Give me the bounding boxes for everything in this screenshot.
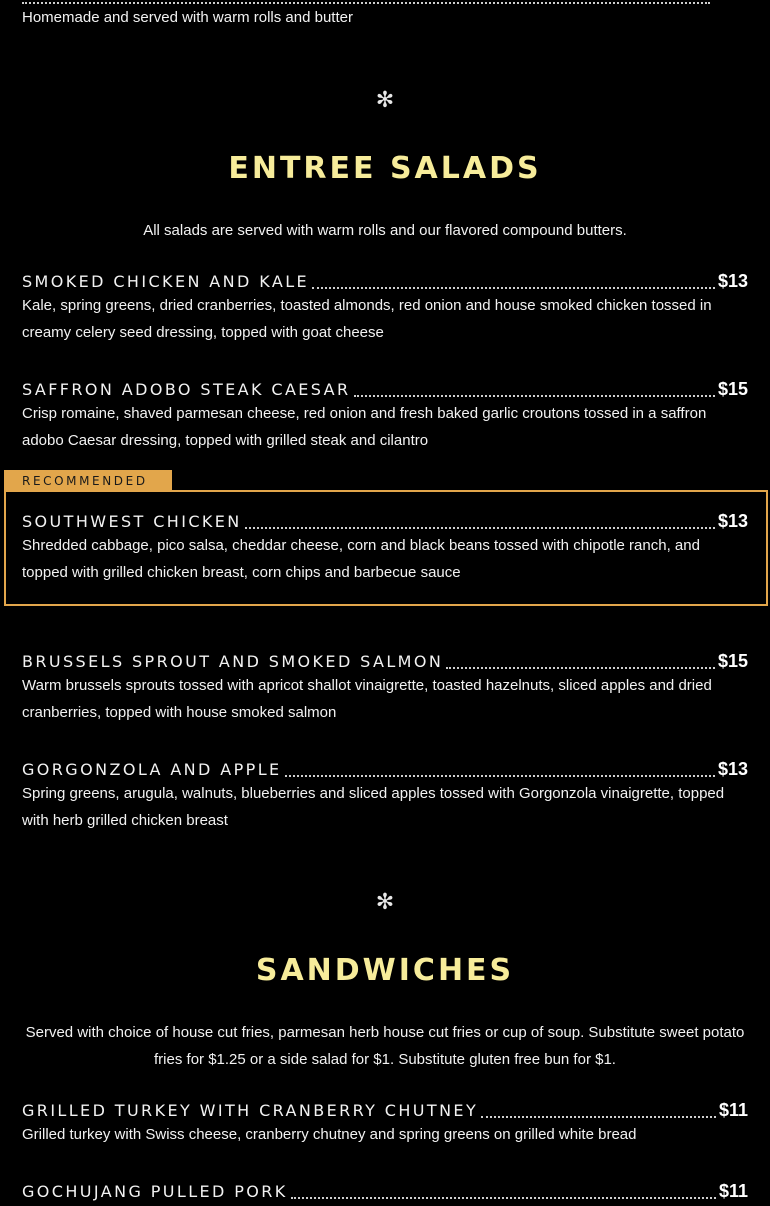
item-name: SAFFRON ADOBO STEAK CAESAR [22,380,351,399]
item-price: $13 [717,511,748,531]
dot-leader [291,1196,716,1199]
item-price: $13 [717,271,748,291]
item-price: $11 [718,1100,748,1120]
section-note-sandwiches: Served with choice of house cut fries, parmesan herb house cut fries or cup of soup. Substitute sweet potato fries for $1.25 or a side salad for $1. Substitute gluten free bun for $1. [25,1024,745,1068]
item-description: Crisp romaine, shaved parmesan cheese, red onion and fresh baked garlic croutons tossed in a saffron adobo Caesar dressing, topped with grilled steak and cilantro [22,405,707,449]
item-name: GORGONZOLA AND APPLE [22,760,282,779]
dot-leader [481,1115,716,1118]
menu-item [22,1097,748,1148]
dot-leader [285,774,715,777]
item-name: SOUTHWEST CHICKEN [22,512,242,531]
section-title-sandwiches: SANDWICHES [255,953,515,988]
dot-leader [312,286,715,289]
asterisk-divider-icon: ✻ [375,890,395,915]
menu-item [22,1178,748,1202]
menu-item [22,648,748,726]
item-price: $13 [717,759,748,779]
asterisk-divider-icon: ✻ [375,88,395,113]
item-description: Grilled turkey with Swiss cheese, cranberry chutney and spring greens on grilled white bread [22,1126,637,1143]
item-price: $11 [718,1181,748,1201]
item-price: $15 [717,651,748,671]
recommended-badge: RECOMMENDED [4,470,172,491]
item-price: $15 [717,379,748,399]
item-description: Kale, spring greens, dried cranberries, toasted almonds, red onion and house smoked chicken tossed in creamy celery seed dressing, topped with goat cheese [22,297,712,341]
item-description: Spring greens, arugula, walnuts, blueberries and sliced apples tossed with Gorgonzola vinaigrette, topped with herb grilled chicken breast [22,785,725,829]
section-title-entree-salads: ENTREE SALADS [228,151,542,186]
item-description: Shredded cabbage, pico salsa, cheddar cheese, corn and black beans tossed with chipotle ranch, and topped with grilled chicken breast, corn chips and barbecue sauce [22,537,700,581]
item-name: BRUSSELS SPROUT AND SMOKED SALMON [22,652,444,671]
previous-item-leader [22,0,710,4]
dot-leader [354,394,715,397]
item-name: SMOKED CHICKEN AND KALE [22,272,310,291]
previous-item-description: Homemade and served with warm rolls and butter [22,9,353,26]
menu-item [22,376,748,454]
menu-item-recommended [22,508,748,586]
menu-item [22,756,748,834]
menu-item [22,268,748,346]
dot-leader [446,666,715,669]
dot-leader [245,526,715,529]
section-note-entree-salads: All salads are served with warm rolls and our flavored compound butters. [143,222,627,239]
item-description: Warm brussels sprouts tossed with apricot shallot vinaigrette, toasted hazelnuts, sliced apples and dried cranberries, topped with house smoked salmon [22,677,712,721]
item-name: GOCHUJANG PULLED PORK [22,1182,288,1201]
item-name: GRILLED TURKEY WITH CRANBERRY CHUTNEY [22,1101,479,1120]
